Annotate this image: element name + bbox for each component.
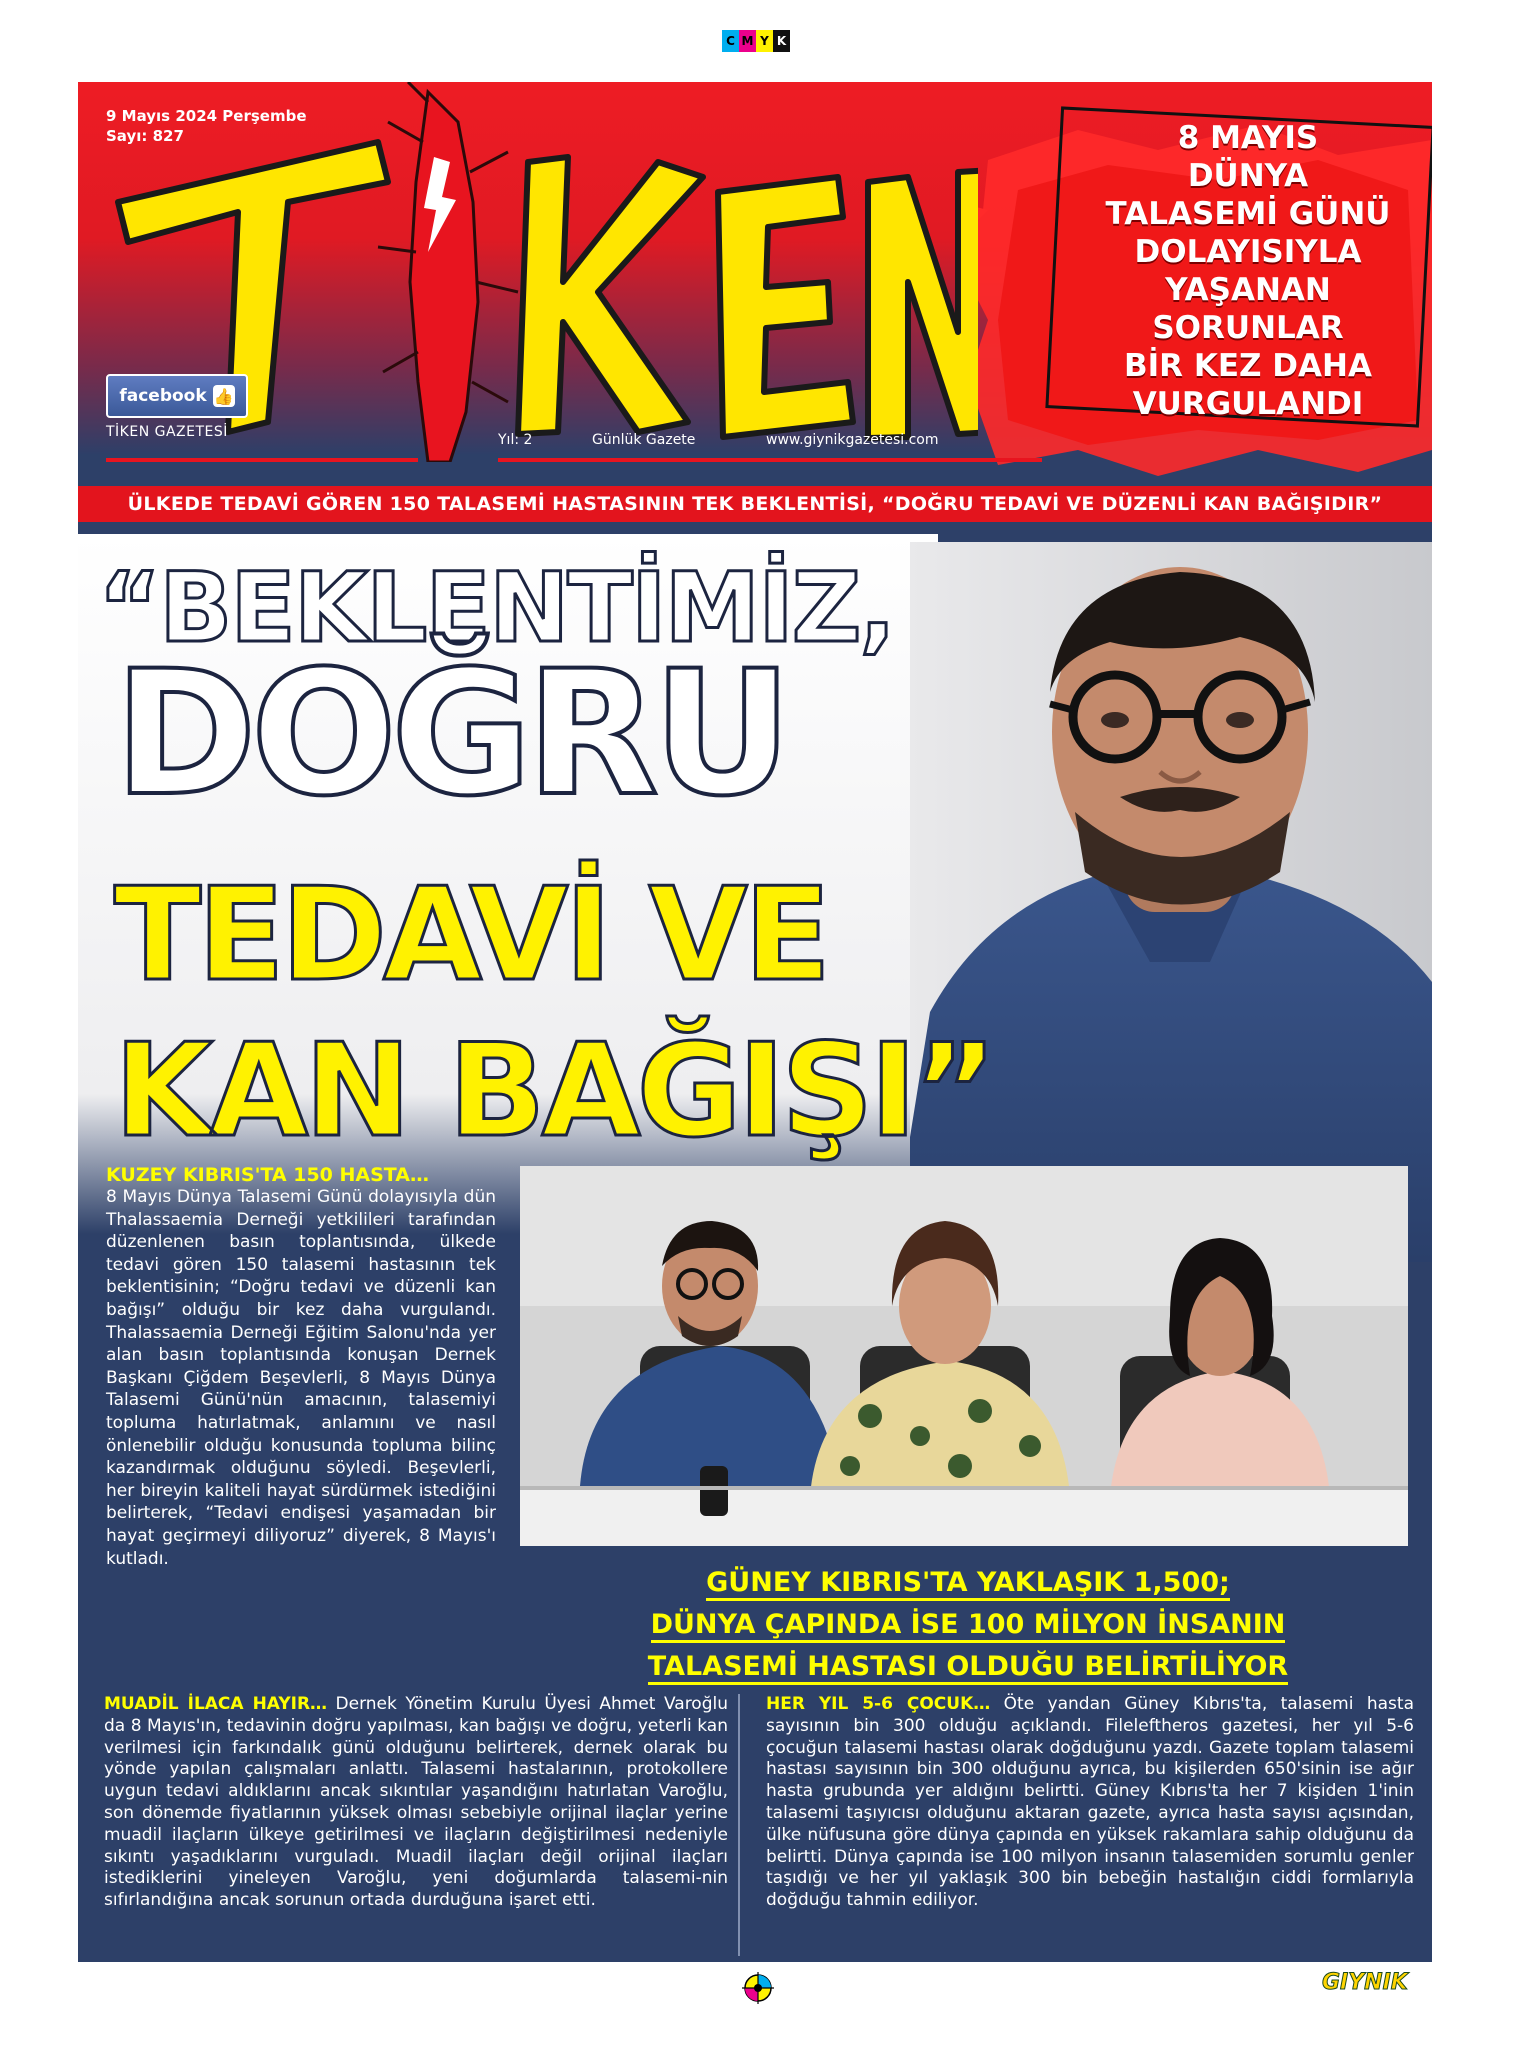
article-bottom-right-body: Öte yandan Güney Kıbrıs'ta, talasemi hasta sayısının bin 300 olduğu açıklandı. Fileleftheros gazetesi, her yıl 5-6 çocuğun talasemi hastası olarak doğduğunu yazdı. Gazete toplam talasemi hastası sayısının bin 300 olduğunu ayrıca, bu kişilerden 650'sinin ise ağır hasta grubunda yer aldığını belirtti. Güney Kıbrıs'ta her 7 kişiden 1'inin talasemi taşıyıcısı olduğunu aktaran gazete, ayrıca hasta sayısı açısından, ülke nüfusuna göre dünya çapında en yüksek rakamlara sahip olduğunu da belirtti. Dünya çapında ise 100 milyon insanın talasemiden sorumlu genler taşıdığı ve her yıl yaklaşık 300 bin bebeğin hastalığın ciddi formlarıyla doğduğu tahmin ediliyor.: [766, 1694, 1414, 1911]
issue-date: 9 Mayıs 2024 Perşembe: [106, 107, 307, 125]
masthead-rule-left: [106, 458, 418, 462]
promo-line: TALASEMİ GÜNÜ: [1105, 196, 1391, 232]
facebook-label: facebook: [119, 386, 207, 406]
issue-date-block: [106, 106, 307, 146]
issue-number: Sayı: 827: [106, 127, 184, 145]
headline-line-2: DOĞRU: [114, 633, 787, 834]
promo-line: 8 MAYIS: [1177, 120, 1319, 156]
side-promo: [1053, 116, 1432, 426]
cmyk-m: M: [739, 30, 756, 52]
article-left-kicker: KUZEY KIBRIS'TA 150 HASTA…: [106, 1164, 429, 1186]
giynik-logo: GIYNIK: [1322, 1970, 1408, 1995]
article-bottom-left-kicker: MUADİL İLACA HAYIR…: [104, 1694, 328, 1714]
promo-line: YAŞANAN: [1165, 272, 1331, 308]
website-url[interactable]: www.giynikgazetesi.com: [766, 432, 939, 448]
cmyk-y: Y: [756, 30, 773, 52]
subheadline-line: TALASEMİ HASTASI OLDUĞU BELİRTİLİYOR: [648, 1651, 1288, 1685]
promo-line: DOLAYISIYLA: [1134, 234, 1362, 270]
headline-line-4: KAN BAĞIŞI”: [114, 1017, 994, 1166]
press-conference-photo: [520, 1166, 1408, 1546]
cmyk-c: C: [722, 30, 739, 52]
masthead-rule-right: [498, 458, 1042, 462]
subheadline-line: DÜNYA ÇAPINDA İSE 100 MİLYON İNSANIN: [651, 1609, 1286, 1643]
cmyk-k: K: [773, 30, 790, 52]
promo-line: DÜNYA: [1187, 158, 1309, 194]
promo-line: VURGULANDI: [1132, 386, 1364, 422]
promo-line: SORUNLAR: [1152, 310, 1344, 346]
article-left-body: 8 Mayıs Dünya Talasemi Günü dolayısıyla dün Thalassaemia Derneği yetkilileri tarafından düzenlenen basın toplantısında, ülkede tedavi gören 150 talasemi hastasının tek beklentisinin; “Doğru tedavi ve düzenli kan bağışı” olduğu bir kez daha vurgulandı. Thalassaemia Derneği Eğitim Salonu'nda yer alan basın toplantısında konuşan Dernek Başkanı Çiğdem Beşevlerli, 8 Mayıs Dünya Talasemi Günü'nün amacının, talasemiyi topluma hatırlatmak, anlamını ve nasıl önlenebilir olduğu konusunda topluma bilinç kazandırmak olduğunu söyledi. Beşevlerli, her bireyin kaliteli hayat sürdürmek istediğini belirterek, “Tedavi endişesi yaşamadan bir hayat geçirmeyi diliyoruz” diyerek, 8 Mayıs'ı kutladı.: [106, 1187, 496, 1569]
headline-line-1: “BEKLENTİMİZ,: [98, 552, 894, 664]
column-divider: [738, 1694, 740, 1956]
cmyk-print-mark: [722, 30, 790, 52]
subheadline-line: GÜNEY KIBRIS'TA YAKLAŞIK 1,500;: [706, 1567, 1230, 1601]
article-left: [106, 1164, 496, 1570]
article-bottom-left: [104, 1694, 728, 1912]
facebook-badge[interactable]: [106, 374, 248, 418]
facebook-page-name: TİKEN GAZETESİ: [106, 424, 228, 440]
volume-year: Yıl: 2: [498, 432, 533, 448]
front-page: [78, 82, 1432, 1962]
subheadline: [516, 1562, 1420, 1688]
top-banner: ÜLKEDE TEDAVİ GÖREN 150 TALASEMİ HASTASININ TEK BEKLENTİSİ, “DOĞRU TEDAVİ VE DÜZENLİ KAN BAĞIŞIDIR”: [78, 486, 1432, 522]
thumbs-up-icon: 👍: [213, 386, 234, 406]
promo-line: BİR KEZ DAHA: [1124, 348, 1372, 384]
article-bottom-left-body: Dernek Yönetim Kurulu Üyesi Ahmet Varoğlu da 8 Mayıs'ın, tedavinin doğru yapılması, kan bağışı ve doğru, yeterli kan verilmesi için farkındalık günü olduğunu belirterek, dernek olarak bu yönde yapılan çalışmaları anlattı. Talasemi hastalarının, protokollere uygun tedavi aldıklarını ancak sıkıntılar yaşandığını hatırlatan Varoğlu, son dönemde fiyatlarının yüksek olması sebebiyle orijinal ilaçlar yerine muadil ilaçların ülkeye getirilmesi ve ilaçların değiştirilmesi nedeniyle sıkıntı yaşadıklarını vurguladı. Muadil ilaçları değil orijinal ilaçları istediklerini yineleyen Varoğlu, yeni doğumlarda talasemi-nin sıfırlandığına ancak sorunun ortada durduğuna işaret etti.: [104, 1694, 728, 1911]
article-bottom-right-kicker: HER YIL 5-6 ÇOCUK…: [766, 1694, 991, 1714]
article-bottom-right: [766, 1694, 1414, 1912]
headline-line-3: TEDAVİ VE: [114, 861, 828, 1010]
registration-mark-icon: [742, 1972, 774, 2004]
publication-frequency: Günlük Gazete: [592, 432, 696, 448]
